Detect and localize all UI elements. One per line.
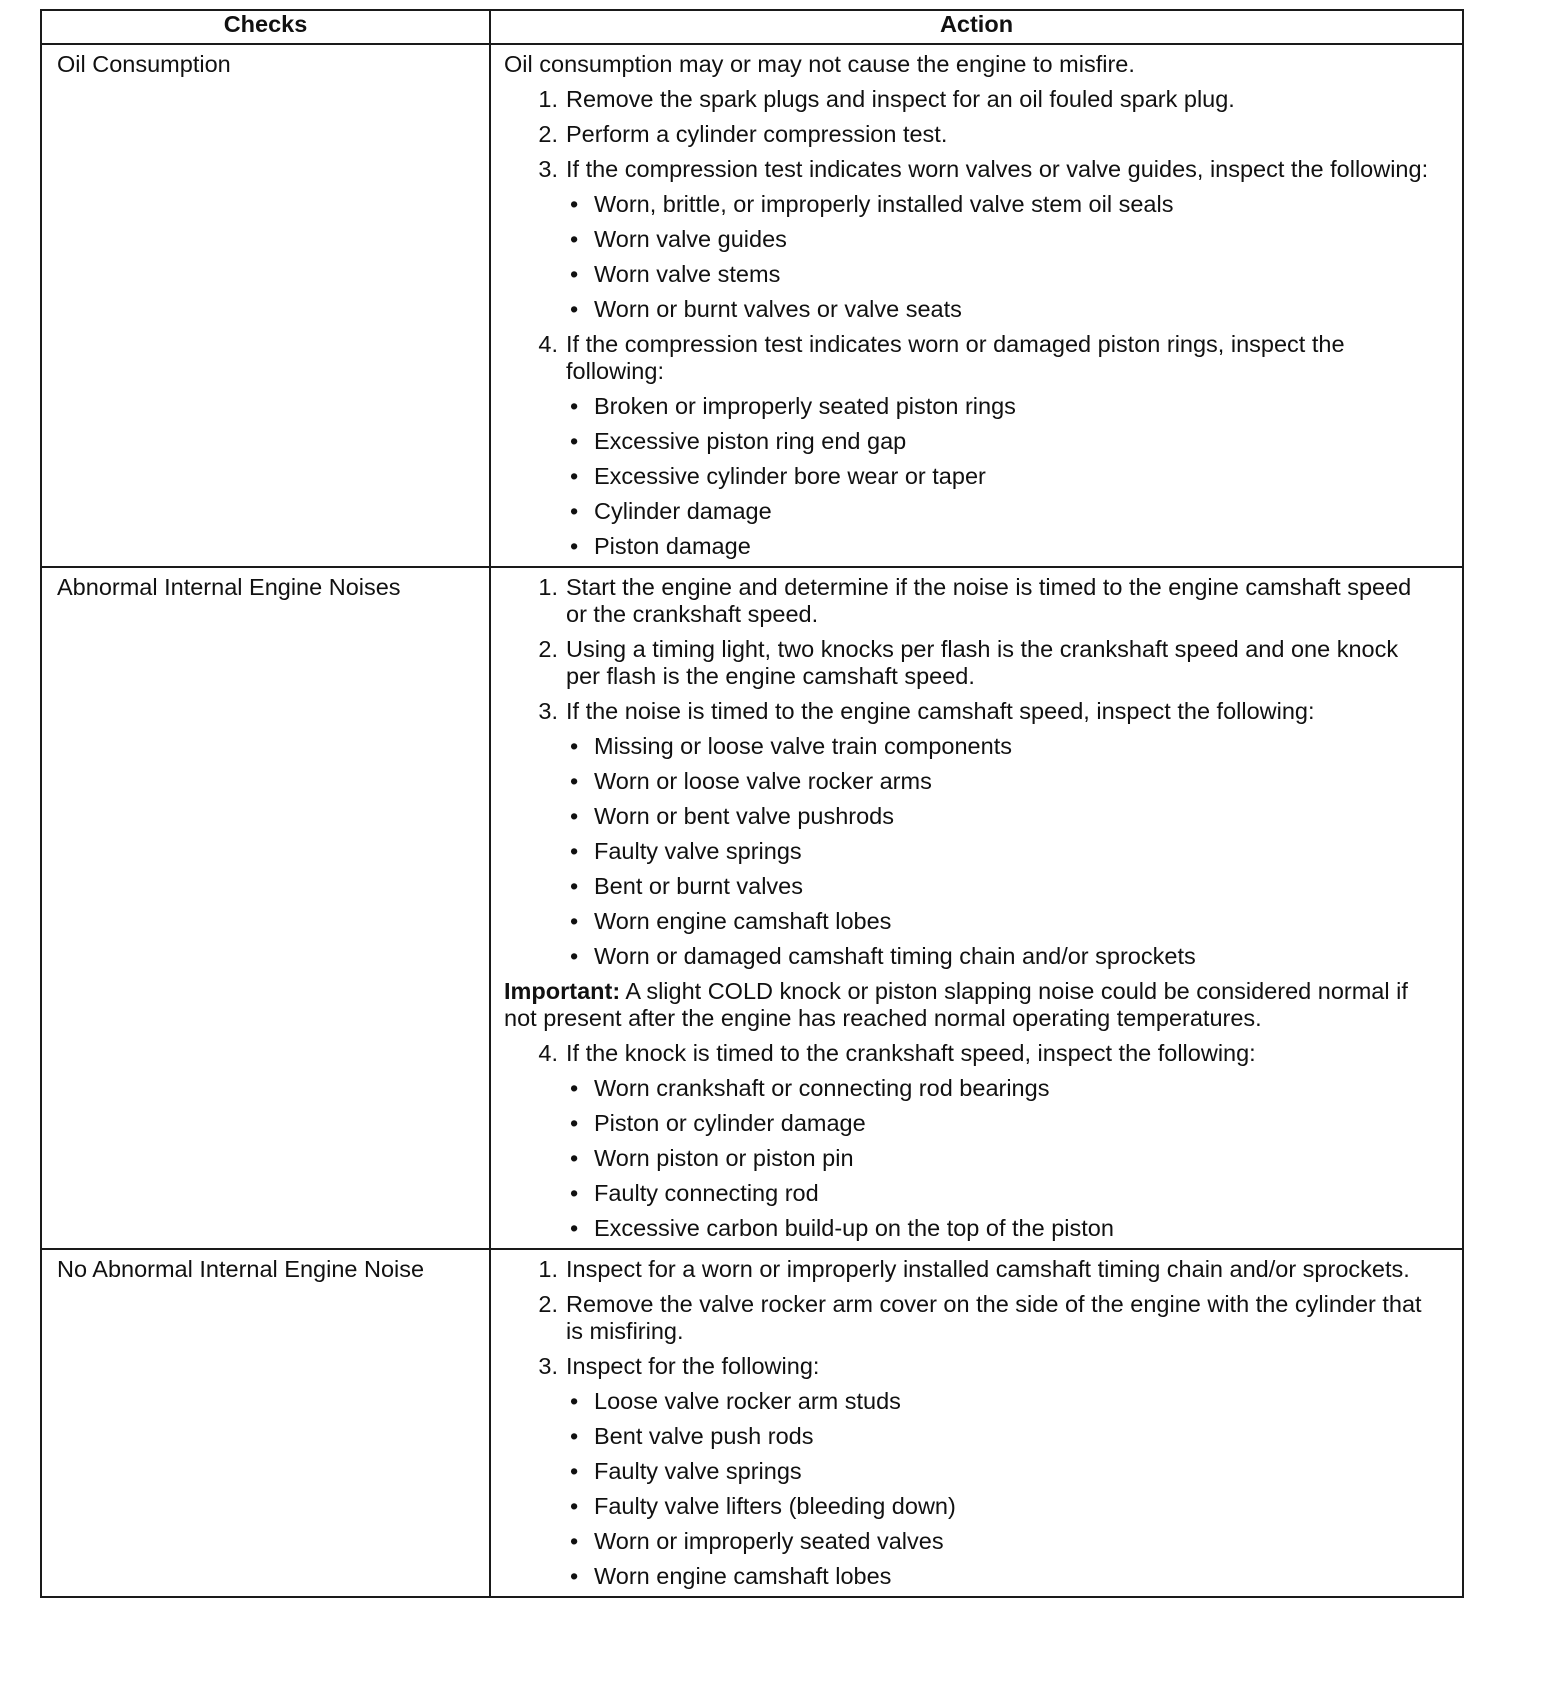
bullet-icon: • [570, 1075, 579, 1101]
bullet-text: Worn or bent valve pushrods [594, 803, 895, 829]
bullet-icon: • [570, 296, 579, 322]
action-header: Action [490, 10, 1463, 44]
step-number: 4. [538, 1040, 558, 1066]
bullet-text: Faulty valve springs [594, 838, 802, 864]
action-intro: Oil consumption may or may not cause the engine to misfire. [504, 51, 1135, 77]
bullet-text: Worn or burnt valves or valve seats [594, 296, 962, 322]
step-number: 3. [538, 1353, 558, 1379]
step-number: 1. [538, 86, 558, 112]
bullet-text: Broken or improperly seated piston rings [594, 393, 1016, 419]
bullet-item [570, 1423, 1434, 1450]
bullet-item [570, 1215, 1434, 1242]
bullet-text: Worn valve guides [594, 226, 787, 252]
bullet-text: Worn piston or piston pin [594, 1145, 854, 1171]
action-cell [490, 44, 1463, 567]
action-step [504, 1256, 1434, 1283]
bullet-text: Piston or cylinder damage [594, 1110, 866, 1136]
bullet-icon: • [570, 1493, 579, 1519]
bullet-text: Excessive carbon build-up on the top of the piston [594, 1215, 1114, 1241]
bullet-icon: • [570, 1458, 579, 1484]
step-text: If the compression test indicates worn or damaged piston rings, inspect the following: [566, 331, 1345, 384]
action-step [504, 156, 1434, 183]
bullet-text: Piston damage [594, 533, 751, 559]
bullet-item [570, 463, 1434, 490]
bullet-item [570, 226, 1434, 253]
diagnostic-table [40, 9, 1464, 1598]
action-step [504, 331, 1434, 385]
bullet-item [570, 1563, 1434, 1590]
bullet-icon: • [570, 733, 579, 759]
action-cell [490, 1249, 1463, 1597]
step-number: 3. [538, 156, 558, 182]
bullet-icon: • [570, 1388, 579, 1414]
step-number: 2. [538, 636, 558, 662]
bullet-icon: • [570, 261, 579, 287]
step-text: Using a timing light, two knocks per flash is the crankshaft speed and one knock per flash is the engine camshaft speed. [566, 636, 1399, 689]
bullet-text: Bent or burnt valves [594, 873, 803, 899]
step-text: If the knock is timed to the crankshaft speed, inspect the following: [566, 1040, 1256, 1066]
important-label: Important: [504, 978, 621, 1004]
table-body [41, 44, 1463, 1597]
bullet-text: Faulty valve lifters (bleeding down) [594, 1493, 956, 1519]
important-text: A slight COLD knock or piston slapping noise could be considered normal if not present after the engine has reached normal operating temperatures. [504, 978, 1408, 1031]
bullet-icon: • [570, 1528, 579, 1554]
bullet-item [570, 1493, 1434, 1520]
bullet-text: Worn engine camshaft lobes [594, 1563, 892, 1589]
action-cell [490, 567, 1463, 1249]
step-text: Inspect for the following: [566, 1353, 820, 1379]
bullet-text: Missing or loose valve train components [594, 733, 1012, 759]
bullet-item [570, 1388, 1434, 1415]
bullet-icon: • [570, 1563, 579, 1589]
bullet-item [570, 533, 1434, 560]
table-row [41, 1249, 1463, 1597]
bullet-text: Excessive cylinder bore wear or taper [594, 463, 986, 489]
bullet-text: Excessive piston ring end gap [594, 428, 907, 454]
bullet-icon: • [570, 1145, 579, 1171]
table-row [41, 44, 1463, 567]
bullet-item [570, 838, 1434, 865]
bullet-text: Faulty connecting rod [594, 1180, 819, 1206]
bullet-text: Worn or improperly seated valves [594, 1528, 944, 1554]
bullet-item [570, 1145, 1434, 1172]
bullet-text: Worn valve stems [594, 261, 781, 287]
bullet-icon: • [570, 428, 579, 454]
check-cell: No Abnormal Internal Engine Noise [41, 1249, 490, 1597]
bullet-text: Cylinder damage [594, 498, 772, 524]
bullet-item [570, 1075, 1434, 1102]
bullet-item [570, 768, 1434, 795]
bullet-item [570, 1528, 1434, 1555]
action-step [504, 121, 1434, 148]
bullet-text: Worn crankshaft or connecting rod bearings [594, 1075, 1050, 1101]
bullet-item [570, 908, 1434, 935]
step-text: Remove the spark plugs and inspect for an oil fouled spark plug. [566, 86, 1235, 112]
action-step [504, 636, 1434, 690]
bullet-icon: • [570, 463, 579, 489]
bullet-icon: • [570, 1110, 579, 1136]
header-row [41, 10, 1463, 44]
bullet-item [570, 1458, 1434, 1485]
bullet-item [570, 393, 1434, 420]
bullet-item [570, 498, 1434, 525]
bullet-icon: • [570, 1423, 579, 1449]
table-row [41, 567, 1463, 1249]
checks-header: Checks [41, 10, 490, 44]
bullet-item [570, 428, 1434, 455]
step-number: 1. [538, 574, 558, 600]
bullet-item [570, 873, 1434, 900]
step-number: 2. [538, 121, 558, 147]
bullet-item [570, 733, 1434, 760]
step-text: Remove the valve rocker arm cover on the side of the engine with the cylinder that is misfiring. [566, 1291, 1422, 1344]
bullet-icon: • [570, 393, 579, 419]
step-number: 4. [538, 331, 558, 357]
step-text: Start the engine and determine if the noise is timed to the engine camshaft speed or the crankshaft speed. [566, 574, 1412, 627]
bullet-icon: • [570, 838, 579, 864]
bullet-text: Loose valve rocker arm studs [594, 1388, 901, 1414]
bullet-icon: • [570, 803, 579, 829]
action-step [504, 574, 1434, 628]
bullet-text: Worn engine camshaft lobes [594, 908, 892, 934]
bullet-item [570, 943, 1434, 970]
step-text: If the compression test indicates worn valves or valve guides, inspect the following: [566, 156, 1429, 182]
bullet-icon: • [570, 191, 579, 217]
step-number: 1. [538, 1256, 558, 1282]
step-text: Inspect for a worn or improperly installed camshaft timing chain and/or sprockets. [566, 1256, 1410, 1282]
bullet-item [570, 1110, 1434, 1137]
bullet-item [570, 261, 1434, 288]
bullet-icon: • [570, 498, 579, 524]
bullet-icon: • [570, 873, 579, 899]
bullet-item [570, 296, 1434, 323]
action-step [504, 1040, 1434, 1067]
important-note [504, 978, 1434, 1032]
bullet-item [570, 191, 1434, 218]
check-cell: Abnormal Internal Engine Noises [41, 567, 490, 1249]
bullet-icon: • [570, 226, 579, 252]
bullet-text: Bent valve push rods [594, 1423, 814, 1449]
bullet-item [570, 1180, 1434, 1207]
action-step [504, 1353, 1434, 1380]
bullet-text: Worn, brittle, or improperly installed valve stem oil seals [594, 191, 1174, 217]
bullet-text: Faulty valve springs [594, 1458, 802, 1484]
bullet-icon: • [570, 1180, 579, 1206]
bullet-icon: • [570, 908, 579, 934]
action-step [504, 1291, 1434, 1345]
step-text: If the noise is timed to the engine camshaft speed, inspect the following: [566, 698, 1315, 724]
bullet-icon: • [570, 768, 579, 794]
bullet-icon: • [570, 1215, 579, 1241]
bullet-item [570, 803, 1434, 830]
action-step [504, 698, 1434, 725]
check-cell: Oil Consumption [41, 44, 490, 567]
step-text: Perform a cylinder compression test. [566, 121, 948, 147]
step-number: 3. [538, 698, 558, 724]
bullet-text: Worn or damaged camshaft timing chain and/or sprockets [594, 943, 1196, 969]
bullet-icon: • [570, 533, 579, 559]
action-step [504, 86, 1434, 113]
bullet-icon: • [570, 943, 579, 969]
step-number: 2. [538, 1291, 558, 1317]
bullet-text: Worn or loose valve rocker arms [594, 768, 932, 794]
